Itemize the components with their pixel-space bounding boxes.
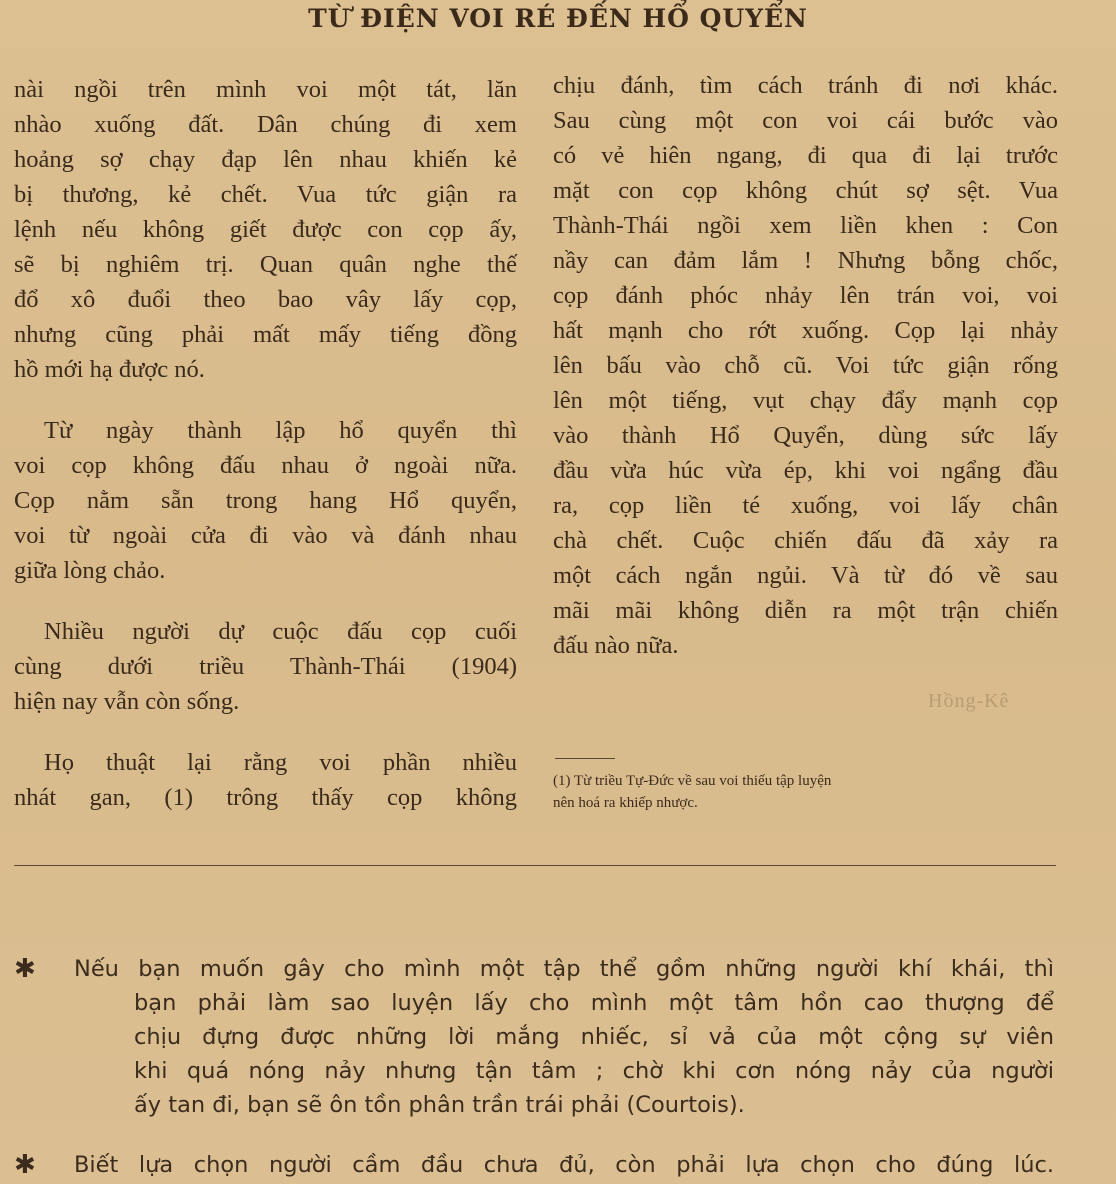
- text-line: Sau cùng một con voi cái bước vào: [553, 107, 1058, 134]
- text-line: Họ thuật lại rằng voi phần nhiều: [44, 749, 517, 776]
- quote-1: [14, 952, 1054, 1122]
- text-line: nài ngồi trên mình voi một tát, lăn: [14, 76, 517, 103]
- text-line: nầy can đảm lắm ! Nhưng bỗng chốc,: [553, 247, 1058, 274]
- footnote-line: nên hoá ra khiếp nhược.: [553, 795, 698, 811]
- footnote-rule: [555, 758, 615, 759]
- footnote-line: (1) Từ triều Tự-Đức về sau voi thiếu tập luyện: [553, 773, 832, 789]
- quote-line: bạn phải làm sao luyện lấy cho mình một tâm hồn cao thượng để: [134, 990, 1054, 1016]
- text-line: đấu nào nữa.: [553, 632, 679, 659]
- asterisk-icon: ✱: [14, 954, 36, 984]
- paragraph-4: [14, 745, 517, 815]
- asterisk-icon: ✱: [14, 1150, 36, 1180]
- text-line: giữa lòng chảo.: [14, 557, 166, 584]
- text-line: lên một tiếng, vụt chạy đẩy mạnh cọp: [553, 387, 1058, 414]
- quote-line: khi quá nóng nảy nhưng tận tâm ; chờ khi cơn nóng nảy của người: [134, 1058, 1054, 1084]
- text-line: nhưng cũng phải mất mấy tiếng đồng: [14, 321, 517, 348]
- text-line: cùng dưới triều Thành-Thái (1904): [14, 653, 517, 680]
- text-line: Từ ngày thành lập hổ quyển thì: [44, 417, 517, 444]
- text-line: nhát gan, (1) trông thấy cọp không: [14, 784, 517, 811]
- paragraph-2: [14, 413, 517, 588]
- page-header: TỪ ĐIỆN VOI RÉ ĐẾN HỔ QUYỂN: [308, 4, 808, 33]
- text-line: chà chết. Cuộc chiến đấu đã xảy ra: [553, 527, 1058, 554]
- text-line: sẽ bị nghiêm trị. Quan quân nghe thế: [14, 251, 517, 278]
- text-line: lệnh nếu không giết được con cọp ấy,: [14, 216, 517, 243]
- quote-line: Biết lựa chọn người cầm đầu chưa đủ, còn phải lựa chọn cho đúng lúc.: [74, 1152, 1054, 1178]
- text-line: đổ xô đuổi theo bao vây lấy cọp,: [14, 286, 517, 313]
- text-line: chịu đánh, tìm cách tránh đi nơi khác.: [553, 72, 1058, 99]
- text-line: Cọp nằm sẵn trong hang Hổ quyển,: [14, 487, 517, 514]
- text-line: vào thành Hổ Quyển, dùng sức lấy: [553, 422, 1058, 449]
- text-line: cọp đánh phóc nhảy lên trán voi, voi: [553, 282, 1058, 309]
- paragraph-1: [14, 72, 517, 387]
- text-line: lên bấu vào chỗ cũ. Voi tức giận rống: [553, 352, 1058, 379]
- quote-line: Nếu bạn muốn gây cho mình một tập thể gồm những người khí khái, thì: [74, 956, 1054, 982]
- text-line: hoảng sợ chạy đạp lên nhau khiến kẻ: [14, 146, 517, 173]
- paragraph-3: [14, 614, 517, 719]
- section-divider: [14, 865, 1056, 866]
- quote-line: chịu đựng được những lời mắng nhiếc, sỉ vả của một cộng sự viên: [134, 1024, 1054, 1050]
- text-line: voi từ ngoài cửa đi vào và đánh nhau: [14, 522, 517, 549]
- text-line: hất mạnh cho rớt xuống. Cọp lại nhảy: [553, 317, 1058, 344]
- text-line: có vẻ hiên ngang, đi qua đi lại trước: [553, 142, 1058, 169]
- text-line: hiện nay vẫn còn sống.: [14, 688, 240, 715]
- text-line: Nhiều người dự cuộc đấu cọp cuối: [44, 618, 517, 645]
- text-line: bị thương, kẻ chết. Vua tức giận ra: [14, 181, 517, 208]
- text-line: voi cọp không đấu nhau ở ngoài nữa.: [14, 452, 517, 479]
- right-column: [553, 68, 1058, 663]
- text-line: Thành-Thái ngồi xem liền khen : Con: [553, 212, 1058, 239]
- left-column: [14, 72, 517, 815]
- text-line: hồ mới hạ được nó.: [14, 356, 205, 383]
- footnote: [553, 770, 1053, 814]
- text-line: nhào xuống đất. Dân chúng đi xem: [14, 111, 517, 138]
- quote-2: [14, 1148, 1054, 1182]
- author-signature: Hồng-Kê: [928, 690, 1010, 712]
- quote-line: ấy tan đi, bạn sẽ ôn tồn phân trần trái phải (Courtois).: [134, 1092, 745, 1118]
- paragraph-5: [553, 68, 1058, 663]
- text-line: mãi mãi không diễn ra một trận chiến: [553, 597, 1058, 624]
- text-line: đầu vừa húc vừa ép, khi voi ngẩng đầu: [553, 457, 1058, 484]
- text-line: một cách ngắn ngủi. Và từ đó về sau: [553, 562, 1058, 589]
- text-line: mặt con cọp không chút sợ sệt. Vua: [553, 177, 1058, 204]
- text-line: ra, cọp liền té xuống, voi lấy chân: [553, 492, 1058, 519]
